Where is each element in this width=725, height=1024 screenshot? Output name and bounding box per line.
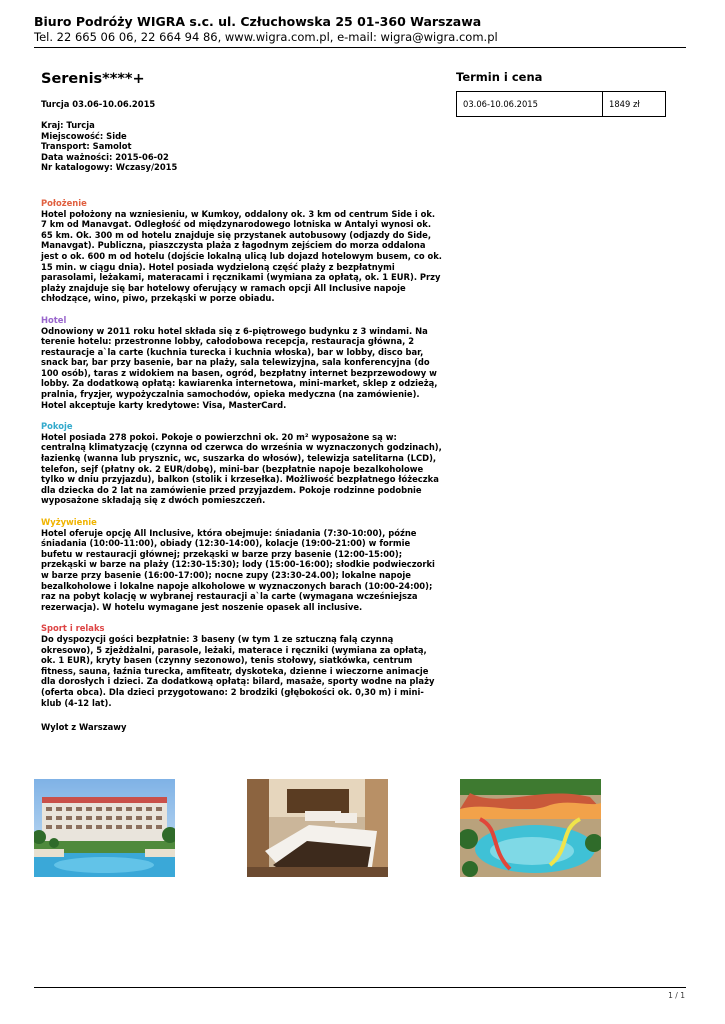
section-heading: Położenie	[41, 197, 87, 208]
term-price: 1849 zł	[603, 92, 666, 117]
section-rooms	[41, 421, 443, 506]
hotel-exterior-photo	[34, 779, 175, 877]
meta-transport: Transport: Samolot	[41, 141, 132, 152]
aquapark-photo	[460, 779, 601, 877]
agency-name: Biuro Podróży WIGRA s.c. ul. Człuchowska 25 01-360 Warszawa	[34, 14, 482, 29]
section-body: Do dyspozycji gości bezpłatnie: 3 baseny (w tym 1 ze sztuczną falą czynną okresowo), 5 zjeżdżalni, parasole, leżaki, materace i ręczniki (wymiana za opłatą, ok. 1 EUR), kryty basen (czynny sezonowo), tenis stołowy, siatkówka, centrum fitness, sauna, łaźnia turecka, amfiteatr, dyskoteka, dzienne i wieczorne animacje dla dorosłych i dzieci. Za dodatkową opłatą: bilard, masaże, sporty wodne na plaży (oferta obca). Dla dzieci przygotowano: 2 brodziki (głębokości ok. 0,30 m) i mini-klub (4-12 lat).	[41, 633, 435, 708]
meta-place: Miejscowość: Side	[41, 130, 127, 141]
terms-table	[456, 91, 666, 117]
meta-valid-date: Data ważności: 2015-06-02	[41, 151, 169, 162]
section-meals	[41, 517, 443, 612]
term-date: 03.06-10.06.2015	[457, 92, 603, 117]
meta-catalog-number: Nr katalogowy: Wczasy/2015	[41, 162, 178, 173]
hotel-title: Serenis****+	[41, 71, 145, 87]
meta-country: Kraj: Turcja	[41, 120, 95, 130]
agency-contact: Tel. 22 665 06 06, 22 664 94 86, www.wigra.com.pl, e-mail: wigra@wigra.com.pl	[34, 30, 498, 44]
section-heading: Pokoje	[41, 421, 73, 432]
section-sport	[41, 623, 443, 708]
terms-title: Termin i cena	[456, 70, 543, 84]
header-divider	[34, 47, 686, 48]
offer-meta	[41, 120, 443, 173]
table-row	[457, 92, 666, 117]
section-body: Hotel położony na wzniesieniu, w Kumkoy, oddalony ok. 3 km od centrum Side i ok. 7 km od Manavgat. Odległość od międzynarodowego lotniska w Antalyi wynosi ok. 65 km. Ok. 300 m od hotelu znajduje się przystanek autobusowy (odjazdy do Side, Manavgat). Publiczna, piaszczysta plaża z łagodnym zejściem do morza oddalona jest o ok. 600 m od hotelu (dojście lokalną ulicą lub dojazd hotelowym busem, co ok. 15 min. w ciągu dnia). Hotel posiada wydzieloną część plaży z bezpłatnymi parasolami, leżakami, materacami i ręcznikami (wymiana za opłatą, ok. 1 EUR). Przy plaży znajduje się bar hotelowy oferujący w ramach opcji All Inclusive napoje chłodzące, wino, piwo, przekąski w porze obiadu.	[41, 208, 442, 304]
page-header	[34, 13, 684, 45]
section-body: Hotel posiada 278 pokoi. Pokoje o powierzchni ok. 20 m² wyposażone są w: centralną klimatyzację (czynna od czerwca do września w wyznaczonych godzinach), łazienkę (wanna lub prysznic, wc, suszarka do włosów), telewizja satelitarna (LCD), telefon, sejf (płatny ok. 2 EUR/dobę), mini-bar (bezpłatnie napoje bezalkoholowe tylko w dniu przyjazdu), balkon (stolik i krzesełka). Możliwość bezpłatnego łóżeczka dla dziecka do 2 lat na zamówienie przed przyjazdem. Pokoje rodzinne podobnie wyposażone składają się z dwóch pomieszczeń.	[41, 431, 442, 506]
page-number: 1 / 1	[668, 991, 685, 1000]
terms-panel	[456, 70, 666, 117]
offer-description	[41, 70, 443, 733]
section-body: Hotel oferuje opcję All Inclusive, która obejmuje: śniadania (7:30-10:00), późne śniadania (10:00-11:00), obiady (12:30-14:00), kolacje (19:00-21:00) w formie bufetu w restauracji głównej; przekąski w barze przy basenie (12:00-15:00); przekąski w barze na plaży (12:30-15:30); lody (15:00-16:00); słodkie podwieczorki w barze przy basenie (16:00-17:00); nocne zupy (23:30-24.00); lokalne napoje bezalkoholowe i lokalne napoje alkoholowe w wyznaczonych barach (10:00-24:00); raz na pobyt kolację w wybranej restauracji a`la carte (wymagana wcześniejsza rezerwacja). W hotelu wymagane jest noszenie opasek all inclusive.	[41, 527, 435, 612]
section-heading: Hotel	[41, 314, 67, 325]
departure-info: Wylot z Warszawy	[41, 722, 127, 733]
section-heading: Wyżywienie	[41, 517, 97, 527]
offer-dates: Turcja 03.06-10.06.2015	[41, 99, 156, 109]
section-heading: Sport i relaks	[41, 623, 105, 634]
section-body: Odnowiony w 2011 roku hotel składa się z 6-piętrowego budynku z 3 windami. Na terenie hotelu: przestronne lobby, całodobowa recepcja, restauracja główna, 2 restauracje a`la carte (kuchnia turecka i kuchnia włoska), bar w lobby, disco bar, snack bar, bar przy basenie, bar na plaży, sala telewizyjna, sala konferencyjna (do 100 osób), taras z widokiem na basen, ogród, bezpłatny internet bezprzewodowy w lobby. Za dodatkową opłatą: kawiarenka internetowa, mini-market, sklep z odzieżą, pralnia, fryzjer, wypożyczalnia samochodów, opieka medyczna (na zamówienie). Hotel akceptuje karty kredytowe: Visa, MasterCard.	[41, 325, 438, 410]
section-location	[41, 198, 443, 304]
section-hotel	[41, 315, 443, 410]
hotel-room-photo	[247, 779, 388, 877]
footer-divider	[34, 987, 686, 988]
